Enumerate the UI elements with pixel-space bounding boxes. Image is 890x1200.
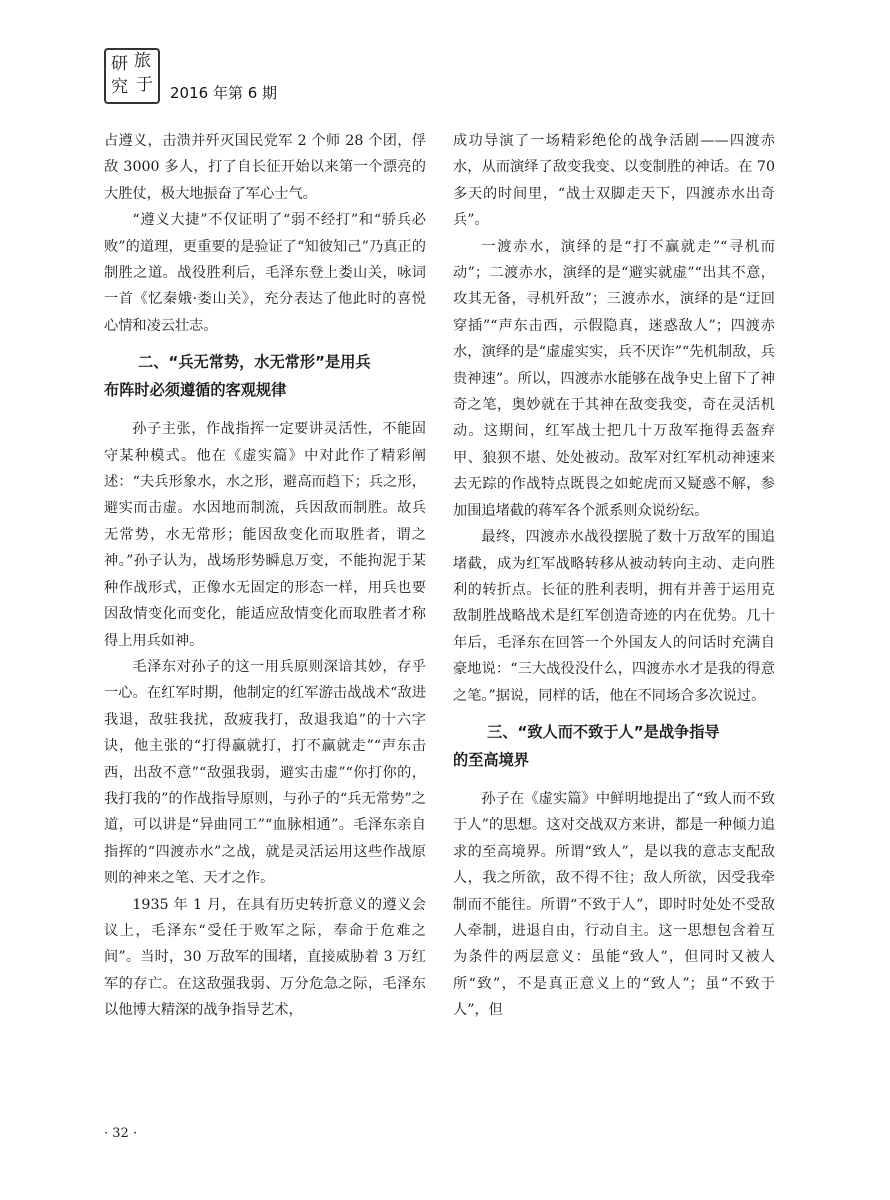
paragraph: 孙子主张，作战指挥一定要讲灵活性，不能固守某种模式。他在《虚实篇》中对此作了精彩阐述：“夫兵形象水，水之形，避高而趋下；兵之形，避实而击虚。水因地而制流，兵因敌而制胜。故兵无常势，水无常形；能因敌变化而取胜者，谓之神。”孙子认为，战场形势瞬息万变，不能拘泥于某种作战形式，正像水无固定的形态一样，用兵也要因敌情变化而变化，能适应敌情变化而取胜者才称得上用兵如神。: [104, 421, 426, 649]
paragraph: 孙子在《虚实篇》中鲜明地提出了“致人而不致于人”的思想。这对交战双方来讲，都是一种倾力追求的至高境界。所谓“致人”，是以我的意志支配敌人，我之所欲，敌不得不往；敌人所欲，因受我牵制而不能往。所谓“不致于人”，即时时处处不受敌人牵制，进退自由，行动自主。这一思想包含着互为条件的两层意义：虽能“致人”，但同时又被人所“致”，不是真正意义上的“致人”；虽“不致于人”，但: [453, 790, 775, 1019]
logo-char: 研: [111, 54, 128, 74]
running-header: [104, 48, 804, 108]
section-heading: [104, 348, 426, 404]
journal-logo: [104, 48, 160, 104]
section-heading-line: 二、“兵无常势，水无常形”是用兵: [138, 353, 371, 372]
logo-char: 究: [111, 77, 128, 97]
logo-char: 旅: [134, 51, 151, 71]
left-column: [104, 128, 426, 1024]
page-number: · 32 ·: [104, 1126, 138, 1141]
paragraph: 成功导演了一场精彩绝伦的战争活剧——四渡赤水，从而演绎了敌变我变、以变制胜的神话。在 70 多天的时间里，“战士双脚走天下，四渡赤水出奇兵”。: [453, 133, 775, 229]
section-heading: [453, 718, 775, 774]
logo-char: 于: [136, 75, 153, 95]
issue-label: 2016 年第 6 期: [170, 84, 278, 102]
section-heading-line: 布阵时必须遵循的客观规律: [104, 381, 287, 400]
right-column: [453, 128, 775, 1024]
paragraph: 毛泽东对孙子的这一用兵原则深谙其妙，存乎一心。在红军时期，他制定的红军游击战战术“敌进我退，敌驻我扰，敌疲我打，敌退我追”的十六字诀，他主张的“打得赢就打，打不赢就走”“声东击西，出敌不意”“敌强我弱，避实击虚”“你打你的，我打我的”的作战指导原则，与孙子的“兵无常势”之道，可以讲是“异曲同工”“血脉相通”。毛泽东亲自指挥的“四渡赤水”之战，就是灵活运用这些作战原则的神来之笔、天才之作。: [104, 658, 426, 887]
section-heading-line: 的至高境界: [453, 750, 529, 769]
paragraph: 1935 年 1 月，在具有历史转折意义的遵义会议上，毛泽东“受任于败军之际，奉命于危难之间”。当时，30 万敌军的围堵，直接威胁着 3 万红军的存亡。在这敌强我弱、万分危急之际，毛泽东以他博大精深的战争指导艺术，: [104, 896, 426, 1019]
paragraph: 最终，四渡赤水战役摆脱了数十万敌军的围追堵截，成为红军战略转移从被动转向主动、走向胜利的转折点。长征的胜利表明，拥有并善于运用克敌制胜战略战术是红军创造奇迹的内在优势。几十年后，毛泽东在回答一个外国友人的问话时充满自豪地说：“三大战役没什么，四渡赤水才是我的得意之笔。”据说，同样的话，他在不同场合多次说过。: [453, 529, 775, 704]
section-heading-line: 三、“致人而不致于人”是战争指导: [487, 722, 720, 741]
paragraph: 一渡赤水，演绎的是“打不赢就走”“寻机而动”；二渡赤水，演绎的是“避实就虚”“出其不意，攻其无备，寻机歼敌”；三渡赤水，演绎的是“迂回穿插”“声东击西，示假隐真，迷惑敌人”；四渡赤水，演绎的是“虚虚实实，兵不厌诈”“先机制敌，兵贵神速”。所以，四渡赤水能够在战争史上留下了神奇之笔，奥妙就在于其神在敌变我变，奇在灵活机动。这期间，红军战士把几十万敌军拖得丢盔弃甲、狼狈不堪、处处被动。敌军对红军机动神速来去无踪的作战特点既畏之如蛇虎而又疑惑不解，参加围追堵截的蒋军各个派系则众说纷纭。: [453, 238, 775, 519]
paragraph: 占遵义，击溃并歼灭国民党军 2 个师 28 个团，俘敌 3000 多人，打了自长征开始以来第一个漂亮的大胜仗，极大地振奋了军心士气。: [104, 133, 426, 202]
paragraph: “遵义大捷”不仅证明了“弱不经打”和“骄兵必败”的道理，更重要的是验证了“知彼知己”乃真正的制胜之道。战役胜利后，毛泽东登上娄山关，咏词一首《忆秦娥·娄山关》，充分表达了他此时的喜悦心情和凌云壮志。: [104, 212, 426, 334]
